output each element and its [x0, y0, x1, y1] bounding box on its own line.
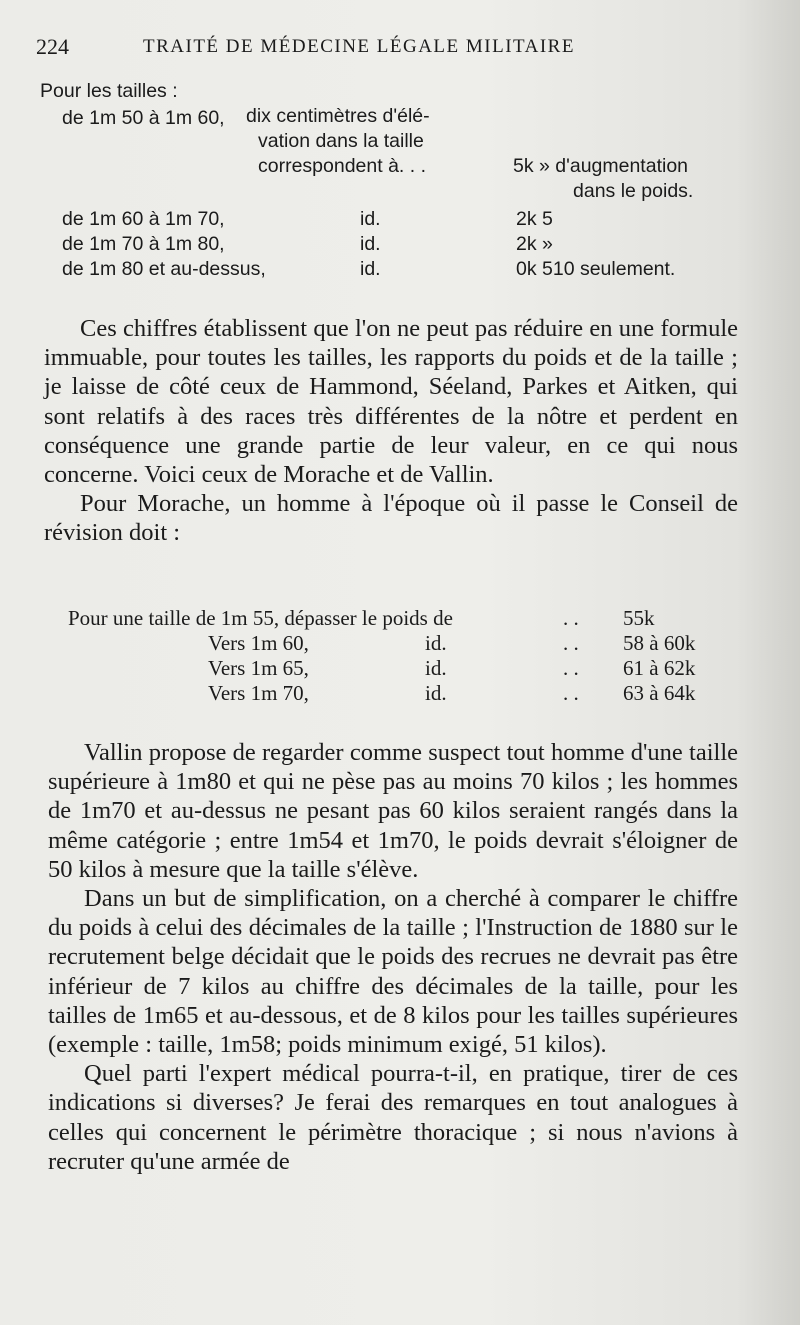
table1-row1-value-line2: dans le poids. — [573, 180, 694, 202]
table2-row2-label: Vers 1m 60, — [208, 631, 309, 655]
paragraph-vallin: Vallin propose de regarder comme suspect tout homme d'une taille supérieure à 1m80 et qui ne pèse pas au moins 70 kilos ; les hommes de 1m70 et au-dessus ne pesant pas 60 kilos seraient rangés dans la même catégorie ; entre 1m54 et 1m70, le poids devrait s'éloigner de 50 kilos à mesure que la taille s'élève. — [48, 739, 738, 883]
table1-row3-range: de 1m 70 à 1m 80, — [62, 233, 225, 255]
paragraph-morache: Pour Morache, un homme à l'époque où il passe le Conseil de révision doit : — [44, 490, 738, 547]
table2-row4-id: id. — [425, 681, 447, 705]
table1-row1-desc-line3: correspondent à. . . — [258, 155, 427, 177]
table1-row2-value: 2k 5 — [516, 208, 553, 230]
table2-row3-dots: . . — [563, 656, 579, 680]
table1-row1-value: 5k » d'augmentation — [513, 155, 689, 177]
table1-row4-value: 0k 510 seulement. — [516, 258, 676, 280]
table1-row3-id: id. — [360, 233, 381, 255]
table2-row2-value: 58 à 60k — [623, 631, 696, 655]
table1-row1-range: de 1m 50 à 1m 60, — [62, 107, 225, 129]
paragraph-chiffres: Ces chiffres établissent que l'on ne peut pas réduire en une formule immuable, pour toutes les tailles, les rapports du poids et de la taille ; je laisse de côté ceux de Hammond, Séeland, Parkes et Aitken, qui sont relatifs à des races très différentes de la nôtre et perdent en conséquence une grande partie de leur valeur, en ce qui nous concerne. Voici ceux de Morache et de Vallin. — [44, 315, 738, 489]
table2-row1-dots: . . — [563, 606, 579, 630]
table1-row4-range: de 1m 80 et au-dessus, — [62, 258, 266, 280]
running-title: TRAITÉ DE MÉDECINE LÉGALE MILITAIRE — [143, 36, 575, 57]
table2-row2-id: id. — [425, 631, 447, 655]
paragraph-block-2 — [48, 738, 738, 1176]
table2-row4-value: 63 à 64k — [623, 681, 696, 705]
table1-row1-desc-line1: dix centimètres d'élé- — [246, 105, 430, 127]
table2-row2-dots: . . — [563, 631, 579, 655]
table1-row2-range: de 1m 60 à 1m 70, — [62, 208, 225, 230]
table1-row1-desc-line2: vation dans la taille — [258, 130, 424, 152]
table1-row2-id: id. — [360, 208, 381, 230]
paragraph-block-1 — [44, 314, 738, 548]
table2-row4-dots: . . — [563, 681, 579, 705]
paragraph-expert: Quel parti l'expert médical pourra-t-il, en pratique, tirer de ces indications si diverses? Je ferai des remarques en tout analogues à celles qui concernent le périmètre thoracique ; si nous n'avions à recruter qu'une armée de — [48, 1060, 738, 1175]
table2-row3-id: id. — [425, 656, 447, 680]
table1-row4-id: id. — [360, 258, 381, 280]
page-number: 224 — [36, 34, 69, 59]
table2-row4-label: Vers 1m 70, — [208, 681, 309, 705]
table2-row1-label: Pour une taille de 1m 55, dépasser le poids de — [68, 606, 453, 630]
paragraph-simplification: Dans un but de simplification, on a cherché à comparer le chiffre du poids à celui des décimales de la taille ; l'Instruction de 1880 sur le recrutement belge décidait que le poids des recrues ne devrait pas être inférieur de 7 kilos au chiffre des décimales de la taille, pour les tailles de 1m65 et au-dessous, et de 8 kilos pour les tailles supérieures (exemple : taille, 1m58; poids minimum exigé, 51 kilos). — [48, 885, 738, 1059]
table2-row1-value: 55k — [623, 606, 655, 630]
table1-intro: Pour les tailles : — [40, 80, 178, 102]
table1-row3-value: 2k » — [516, 233, 553, 255]
table2-row3-label: Vers 1m 65, — [208, 656, 309, 680]
table2-row3-value: 61 à 62k — [623, 656, 696, 680]
